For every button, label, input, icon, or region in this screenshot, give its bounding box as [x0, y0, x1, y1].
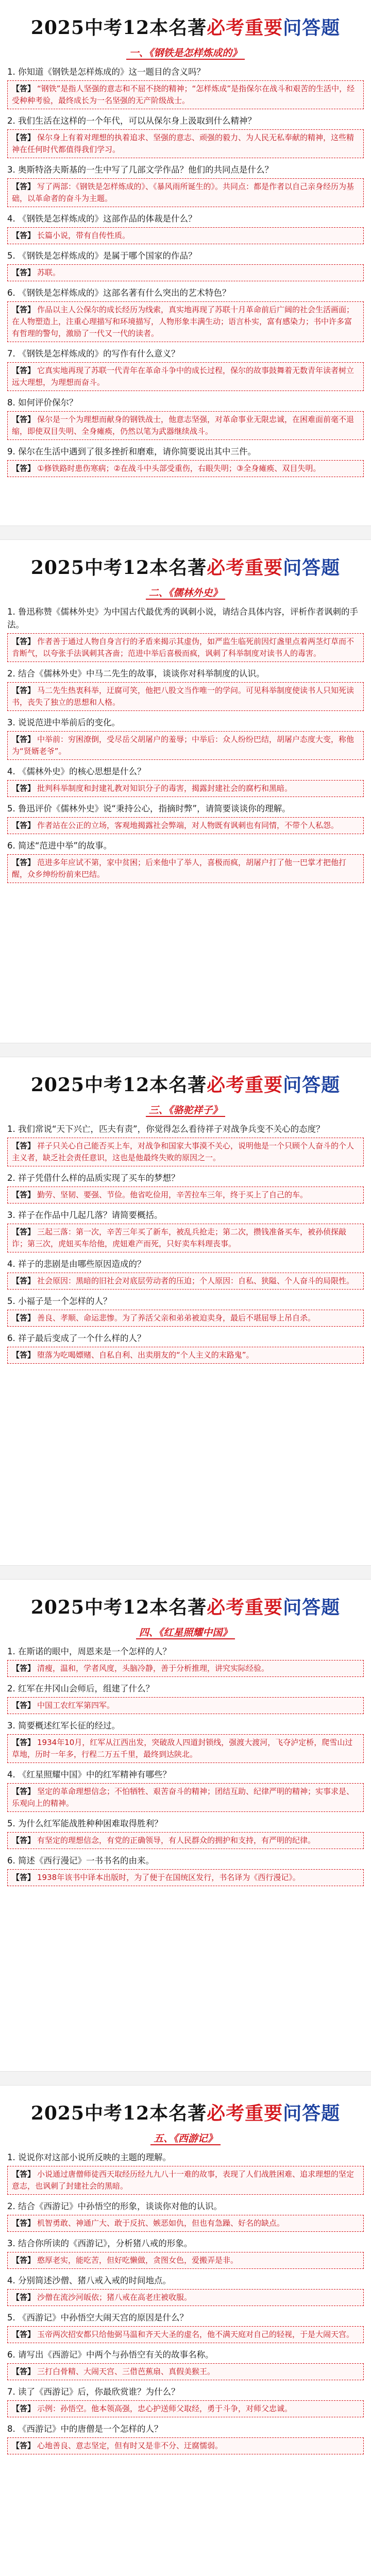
title-prefix: 2025中考12本名著: [30, 2103, 207, 2124]
answer-tag: 【答】: [12, 2218, 36, 2228]
answer-text: 心地善良、意志坚定，但有时又是非不分、迂腐懦弱。: [37, 2441, 223, 2450]
answer-tag: 【答】: [12, 415, 36, 424]
question-text: 9. 保尔在生活中遇到了很多挫折和磨难，请你简要说出其中三件。: [7, 447, 256, 456]
question-text: 8. 如何评价保尔？: [7, 398, 78, 408]
question-text: 6. 简述“范进中举”的故事。: [7, 841, 112, 851]
answer-box: [7, 301, 364, 342]
answer-box: [7, 731, 364, 760]
answer-tag: 【答】: [12, 182, 36, 191]
answer-text: 示例：孙悟空。他本领高强，忠心护送师父取经，勇于斗争，对师父忠诚。: [37, 2404, 293, 2413]
answer-tag: 【答】: [12, 366, 36, 375]
qa-item: [7, 445, 364, 477]
qa-item: [7, 1817, 364, 1849]
answer-text: 沙僧在流沙河皈依；猪八戒在高老庄被收服。: [37, 2293, 192, 2302]
answer-box: [7, 1734, 364, 1763]
question-text: 5. 《西游记》中孙悟空大闹天宫的原因是什么？: [7, 2313, 188, 2323]
question-text: 3. 祥子在作品中几起几落？请简要概括。: [7, 1210, 163, 1220]
title-suffix: 问答题: [283, 1074, 341, 1096]
section-subtitle: 五、《西游记》: [7, 2131, 364, 2145]
answer-text: 清瘦，温和，学者风度，头脑冷静，善于分析推理，讲究实际经验。: [37, 1664, 269, 1673]
section-divider: [0, 1565, 371, 1580]
answer-box: [7, 2437, 364, 2454]
question-text: 6. 《钢铁是怎样炼成的》这部名著有什么突出的艺术特色？: [7, 288, 231, 298]
title-highlight: 必考重要: [207, 557, 283, 579]
answer-text: 机智勇敢、神通广大、敢于反抗、嫉恶如仇，但也有急躁、好名的缺点。: [37, 2218, 285, 2228]
answer-tag: 【答】: [12, 821, 36, 830]
answer-box: [7, 227, 364, 244]
qa-item: [7, 605, 364, 662]
answer-tag: 【答】: [12, 1190, 36, 1199]
qa-item: [7, 839, 364, 883]
section-title: [7, 540, 364, 583]
answer-tag: 【答】: [12, 1873, 36, 1882]
title-prefix: 2025中考12本名著: [30, 17, 207, 39]
qa-item: [7, 2200, 364, 2232]
answer-text: 1938年该书中译本出版时，为了便于在国统区发行，书名译为《西行漫记》。: [37, 1873, 300, 1882]
answer-text: 堕落为吃喝嫖赌、自私自利、出卖朋友的“个人主义的末路鬼”。: [37, 1350, 254, 1360]
answer-text: 1934年10月，红军从江西出发，突破敌人四道封锁线，强渡大渡河，飞夺泸定桥，爬雪山过草地，历时一年多，行程二万五千里，最终到达陕北。: [12, 1738, 353, 1759]
answer-box: [7, 460, 364, 477]
question-text: 8. 《西游记》中的唐僧是一个怎样的人？: [7, 2424, 163, 2434]
answer-tag: 【答】: [12, 133, 36, 142]
question-text: 6. 简述《西行漫记》一书书名的由来。: [7, 1856, 154, 1866]
answer-box: [7, 2215, 364, 2232]
qa-item: [7, 802, 364, 834]
question-text: 1. 在斯诺的眼中，周恩来是一个怎样的人？: [7, 1647, 171, 1656]
answer-tag: 【答】: [12, 1313, 36, 1323]
question-text: 1. 你知道《钢铁是怎样炼成的》这一题目的含义吗？: [7, 67, 205, 77]
answer-text: 保尔身上有着对理想的执着追求、坚强的意志、顽强的毅力、为人民无私奉献的精神，这些精神在任何时代都值得我们学习。: [12, 133, 355, 154]
answer-box: [7, 2400, 364, 2417]
answer-text: 马二先生热衷科举，迂腐可笑，他把八股文当作唯一的学问。可见科举制度使读书人只知死读书，丧失了独立的思想和人格。: [12, 686, 355, 707]
title-suffix: 问答题: [283, 17, 341, 39]
answer-tag: 【答】: [12, 858, 36, 867]
answer-text: 三起三落：第一次，辛苦三年买了新车，被乱兵抢走；第二次，攒钱准备买车，被孙侦探敲诈；第三次，虎妞买车给他，虎妞难产而死，只好卖车料理丧事。: [12, 1227, 347, 1248]
answer-text: 保尔是一个为理想而献身的钢铁战士，他意志坚强，对革命事业无限忠诚，在困难面前毫不退缩，即使双目失明、全身瘫痪，仍然以笔为武器继续战斗。: [12, 415, 355, 436]
answer-box: [7, 1697, 364, 1714]
answer-box: [7, 411, 364, 440]
answer-tag: 【答】: [12, 305, 36, 314]
question-text: 2. 我们生活在这样的一个年代，可以从保尔身上汲取到什么精神？: [7, 116, 256, 126]
question-text: 2. 祥子凭借什么样的品质实现了买车的梦想？: [7, 1173, 180, 1183]
section-subtitle: 三、《骆驼祥子》: [7, 1103, 364, 1116]
qa-item: [7, 1682, 364, 1714]
qa-item: [7, 1258, 364, 1290]
answer-box: [7, 1832, 364, 1849]
answer-text: 憨厚老实，能吃苦，但好吃懒做，贪图女色，爱搬弄是非。: [37, 2256, 239, 2265]
question-text: 4. 《红星照耀中国》中的红军精神有哪些？: [7, 1770, 171, 1780]
answer-tag: 【答】: [12, 1227, 36, 1236]
question-text: 4. 分别简述沙僧、猪八戒入戒的时间地点。: [7, 2276, 171, 2285]
section-3: [0, 1057, 371, 1369]
answer-tag: 【答】: [12, 1836, 36, 1845]
qa-item: [7, 1719, 364, 1763]
qa-item: [7, 2237, 364, 2269]
answer-tag: 【答】: [12, 2367, 36, 2376]
qa-item: [7, 396, 364, 440]
answer-tag: 【答】: [12, 2441, 36, 2450]
answer-box: [7, 2363, 364, 2380]
qa-item: [7, 65, 364, 109]
question-text: 2. 结合《西游记》中孙悟空的形象，谈谈你对他的认识。: [7, 2201, 222, 2211]
question-text: 5. 鲁迅评价《儒林外史》说“秉持公心，指摘时弊”，请简要谈谈你的理解。: [7, 804, 291, 814]
qa-item: [7, 114, 364, 158]
question-text: 5. 小福子是一个怎样的人？: [7, 1296, 112, 1306]
question-text: 1. 我们常说“天下兴亡，匹夫有责”，你觉得怎么看待祥子对战争兵变不关心的态度？: [7, 1124, 325, 1134]
answer-text: 长篇小说，带有自传性质。: [37, 231, 130, 240]
answer-text: 作者善于通过人物自身言行的矛盾来揭示其虚伪，如严监生临死前因灯盏里点着两茎灯草而不肯断气，以夸张手法讽刺其吝啬；范进中举后喜极而疯，讽刺了科举制度对读书人的毒害。: [12, 637, 355, 658]
qa-item: [7, 212, 364, 244]
title-highlight: 必考重要: [207, 17, 283, 39]
answer-text: 作品以主人公保尔的成长经历为线索，真实地再现了苏联十月革命前后广阔的社会生活画面；在人物塑造上，注重心理描写和环境描写，人物形象丰满生动；语言朴实，富有感染力；书中许多富有哲理的警句，激励了一代又一代的读者。: [12, 305, 355, 338]
qa-item: [7, 2274, 364, 2306]
answer-box: [7, 633, 364, 662]
section-4: [0, 1580, 371, 1891]
qa-item: [7, 667, 364, 711]
question-text: 3. 结合你所读的《西游记》，分析猪八戒的形象。: [7, 2239, 193, 2248]
title-prefix: 2025中考12本名著: [30, 1074, 207, 1096]
answer-box: [7, 1869, 364, 1886]
answer-box: [7, 1660, 364, 1677]
qa-item: [7, 2151, 364, 2195]
answer-tag: 【答】: [12, 1738, 36, 1747]
answer-box: [7, 1347, 364, 1364]
section-subtitle: 二、《儒林外史》: [7, 585, 364, 599]
section-title: [7, 1057, 364, 1100]
answer-box: [7, 682, 364, 711]
answer-text: 小说通过唐僧师徒西天取经历经九九八十一难的故事，表现了人们战胜困难、追求理想的坚定意志，也讽刺了封建社会的黑暗。: [12, 2170, 355, 2191]
answer-box: [7, 1187, 364, 1204]
qa-item: [7, 2348, 364, 2380]
question-text: 3. 奥斯特洛夫斯基的一生中写了几部文学作品？他们的共同点是什么？: [7, 165, 273, 175]
answer-tag: 【答】: [12, 2256, 36, 2265]
title-highlight: 必考重要: [207, 1597, 283, 1618]
section-title: [7, 2086, 364, 2129]
answer-box: [7, 817, 364, 834]
question-text: 4. 祥子的悲剧是由哪些原因造成的？: [7, 1259, 146, 1269]
qa-item: [7, 2311, 364, 2343]
answer-box: [7, 362, 364, 391]
question-text: 2. 结合《儒林外史》中马二先生的故事，谈谈你对科举制度的认识。: [7, 669, 265, 679]
answer-tag: 【答】: [12, 686, 36, 695]
qa-item: [7, 1209, 364, 1252]
qa-item: [7, 1172, 364, 1204]
answer-text: 有坚定的理想信念，有党的正确领导，有人民群众的拥护和支持，有严明的纪律。: [37, 1836, 316, 1845]
answer-tag: 【答】: [12, 1350, 36, 1360]
answer-box: [7, 178, 364, 207]
answer-text: 写了两部：《钢铁是怎样炼成的》、《暴风雨所诞生的》。共同点：都是作者以自己亲身经历为基础，以革命者的奋斗为主题。: [12, 182, 355, 203]
answer-tag: 【答】: [12, 464, 36, 473]
qa-item: [7, 716, 364, 760]
answer-tag: 【答】: [12, 1701, 36, 1710]
answer-tag: 【答】: [12, 784, 36, 793]
answer-text: 中举前：穷困潦倒，受尽岳父胡屠户的羞辱；中举后：众人纷纷巴结，胡屠户态度大变，称他为“贤婿老爷”。: [12, 735, 355, 756]
answer-text: 坚定的革命理想信念；不怕牺牲、艰苦奋斗的精神；团结互助、纪律严明的精神；实事求是、乐观向上的精神。: [12, 1787, 355, 1808]
qa-item: [7, 765, 364, 797]
answer-box: [7, 854, 364, 883]
answer-tag: 【答】: [12, 268, 36, 277]
title-highlight: 必考重要: [207, 2103, 283, 2124]
answer-tag: 【答】: [12, 1276, 36, 1285]
title-suffix: 问答题: [283, 1597, 341, 1618]
section-divider: [0, 526, 371, 540]
question-text: 5. 为什么红军能战胜种种困难取得胜利？: [7, 1819, 163, 1828]
answer-tag: 【答】: [12, 735, 36, 744]
answer-box: [7, 1138, 364, 1166]
qa-item: [7, 347, 364, 391]
answer-box: [7, 80, 364, 109]
answer-box: [7, 1783, 364, 1812]
answer-text: ①修铁路时患伤寒病；②在战斗中头部受重伤，右眼失明；③全身瘫痪、双目失明。: [37, 464, 321, 473]
answer-tag: 【答】: [12, 637, 36, 646]
section-title: [7, 1580, 364, 1623]
answer-tag: 【答】: [12, 2330, 36, 2339]
answer-tag: 【答】: [12, 84, 36, 93]
answer-text: 社会原因：黑暗的旧社会对底层劳动者的压迫；个人原因：自私、狭隘、个人奋斗的局限性。: [37, 1276, 355, 1285]
answer-box: [7, 129, 364, 158]
section-subtitle: 一、《钢铁是怎样炼成的》: [7, 45, 364, 59]
answer-tag: 【答】: [12, 231, 36, 240]
qa-item: [7, 1645, 364, 1677]
question-text: 3. 简要概述红军长征的经过。: [7, 1721, 120, 1731]
question-text: 7. 读了《西游记》后，你最欣赏谁？为什么？: [7, 2387, 180, 2397]
section-divider: [0, 2071, 371, 2086]
answer-text: 范进多年应试不第，家中贫困；后来他中了举人，喜极而疯，胡屠户打了他一巴掌才把他打醒，众乡绅纷纷前来巴结。: [12, 858, 347, 879]
qa-item: [7, 286, 364, 342]
qa-item: [7, 1123, 364, 1166]
answer-text: “钢铁”是指人坚强的意志和不屈不挠的精神；“怎样炼成”是指保尔在战斗和艰苦的生活中，经受种种考验，最终成长为一名坚强的无产阶级战士。: [12, 84, 355, 105]
section-divider: [0, 1043, 371, 1057]
answer-box: [7, 2289, 364, 2306]
answer-tag: 【答】: [12, 2404, 36, 2413]
answer-text: 三打白骨精、大闹天宫、三借芭蕉扇、真假美猴王。: [37, 2367, 215, 2376]
qa-item: [7, 163, 364, 207]
answer-box: [7, 1310, 364, 1327]
question-text: 1. 鲁迅称赞《儒林外史》为中国古代最优秀的讽刺小说，请结合具体内容，评析作者讽刺的手法。: [7, 607, 358, 630]
section-2: [0, 540, 371, 888]
question-text: 3. 说说范进中举前后的变化。: [7, 718, 120, 727]
question-text: 2. 红军在井冈山会师后，组建了什么？: [7, 1684, 154, 1693]
section-5: [0, 2086, 371, 2460]
answer-text: 批判科举制度和封建礼教对知识分子的毒害，揭露封建社会的腐朽和黑暗。: [37, 784, 293, 793]
qa-item: [7, 1295, 364, 1327]
qa-item: [7, 1332, 364, 1364]
title-highlight: 必考重要: [207, 1074, 283, 1096]
question-text: 6. 祥子最后变成了一个什么样的人？: [7, 1333, 146, 1343]
answer-text: 苏联。: [37, 268, 61, 277]
question-text: 1. 说说你对这部小说所反映的主题的理解。: [7, 2153, 171, 2162]
question-text: 4. 《钢铁是怎样炼成的》这部作品的体裁是什么？: [7, 214, 197, 224]
answer-tag: 【答】: [12, 2170, 36, 2179]
question-text: 5. 《钢铁是怎样炼成的》是属于哪个国家的作品？: [7, 251, 197, 261]
answer-box: [7, 264, 364, 281]
title-prefix: 2025中考12本名著: [30, 1597, 207, 1618]
answer-tag: 【答】: [12, 2293, 36, 2302]
question-text: 6. 请写出《西游记》中两个与孙悟空有关的故事名称。: [7, 2350, 214, 2360]
answer-box: [7, 1273, 364, 1290]
answer-tag: 【答】: [12, 1787, 36, 1796]
answer-box: [7, 2166, 364, 2195]
answer-text: 它真实地再现了苏联一代青年在革命斗争中的成长过程，保尔的故事鼓舞着无数青年读者树立远大理想，为理想而奋斗。: [12, 366, 355, 387]
answer-text: 勤劳、坚韧、要强、节俭。他省吃俭用，辛苦拉车三年，终于买上了自己的车。: [37, 1190, 308, 1199]
answer-box: [7, 2326, 364, 2343]
answer-text: 祥子只关心自己能否买上车，对战争和国家大事漠不关心，说明他是一个只顾个人奋斗的个人主义者，缺乏社会责任意识，这也是他最终失败的原因之一。: [12, 1141, 355, 1162]
title-suffix: 问答题: [283, 2103, 341, 2124]
qa-item: [7, 249, 364, 281]
question-text: 7. 《钢铁是怎样炼成的》的写作有什么意义？: [7, 349, 180, 359]
answer-text: 作者站在公正的立场，客观地揭露社会弊端，对人物既有讽刺也有同情，不带个人私怨。: [37, 821, 339, 830]
section-subtitle: 四、《红星照耀中国》: [7, 1625, 364, 1639]
qa-item: [7, 1768, 364, 1812]
section-1: [0, 0, 371, 482]
answer-text: 玉帝两次招安都只给他弼马温和齐天大圣的虚名，他不满天庭对自己的轻视，于是大闹天宫。: [37, 2330, 355, 2339]
answer-tag: 【答】: [12, 1664, 36, 1673]
answer-box: [7, 780, 364, 797]
section-title: [7, 0, 364, 43]
answer-text: 中国工农红军第四军。: [37, 1701, 115, 1710]
title-prefix: 2025中考12本名著: [30, 557, 207, 579]
question-text: 4. 《儒林外史》的核心思想是什么？: [7, 767, 146, 776]
title-suffix: 问答题: [283, 557, 341, 579]
answer-box: [7, 2252, 364, 2269]
qa-item: [7, 1854, 364, 1886]
answer-box: [7, 1224, 364, 1252]
qa-item: [7, 2385, 364, 2417]
answer-tag: 【答】: [12, 1141, 36, 1150]
qa-item: [7, 2422, 364, 2454]
answer-text: 善良、孝顺、命运悲惨。为了养活父亲和弟弟被迫卖身，最后不堪屈辱上吊自杀。: [37, 1313, 316, 1323]
